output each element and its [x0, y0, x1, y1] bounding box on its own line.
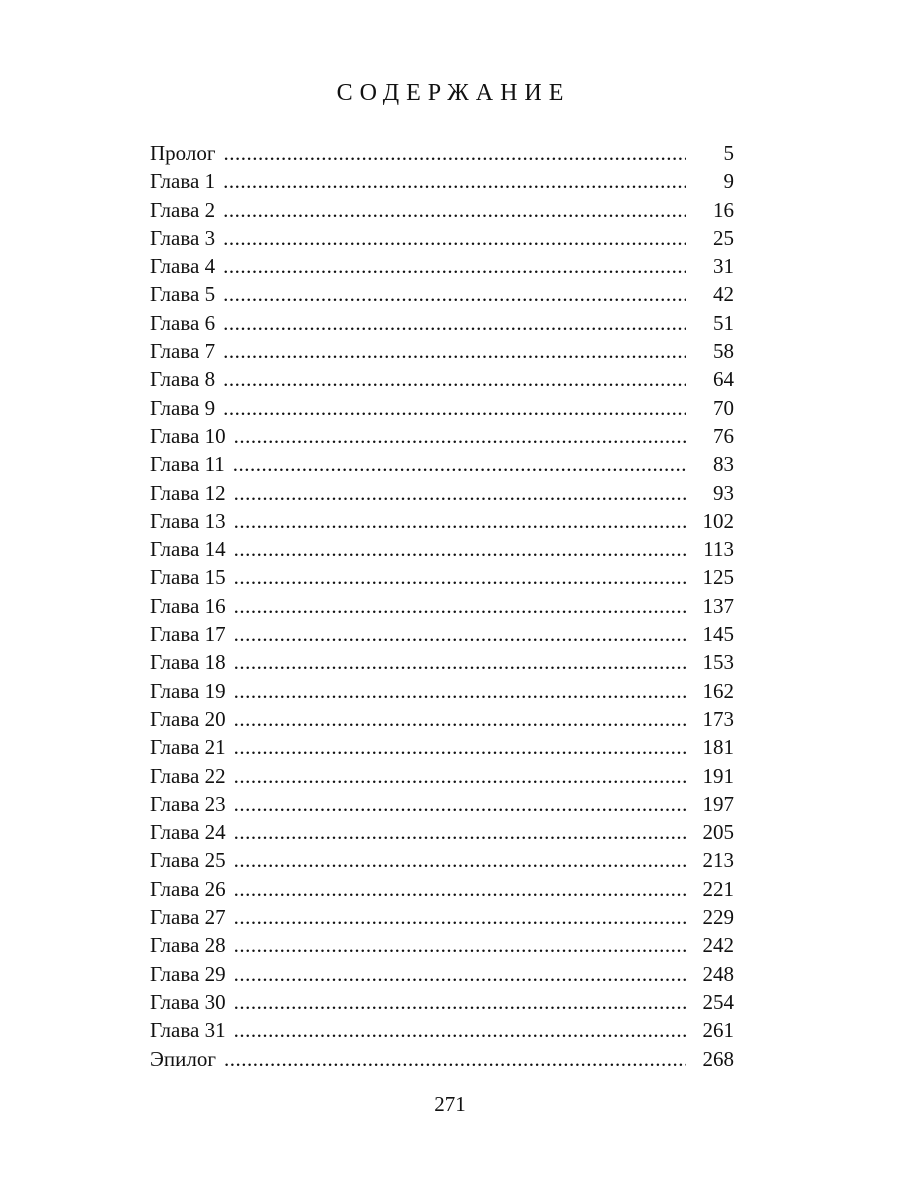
toc-entry	[150, 224, 734, 252]
toc-entry-page: 42	[713, 282, 734, 307]
toc-entry-page: 9	[723, 169, 734, 194]
toc-entry	[150, 309, 734, 337]
toc-entry-page: 268	[702, 1046, 734, 1071]
toc-entry-label: Глава 27	[150, 905, 226, 930]
toc-entry-label: Глава 24	[150, 820, 226, 845]
toc-entry-label: Глава 3	[150, 225, 216, 250]
dot-leader	[223, 280, 686, 308]
dot-leader	[223, 365, 686, 393]
toc-entry-page: 137	[702, 593, 734, 618]
toc-entry	[150, 394, 734, 422]
toc-entry-label: Глава 10	[150, 423, 226, 448]
dot-leader	[234, 507, 686, 535]
dot-leader	[233, 450, 686, 478]
toc-entry-label: Глава 16	[150, 593, 226, 618]
toc-entry-page: 16	[713, 197, 734, 222]
dot-leader	[223, 139, 686, 167]
toc-entry	[150, 846, 734, 874]
toc-entry-label: Глава 5	[150, 282, 216, 307]
toc-entry	[150, 592, 734, 620]
dot-leader	[234, 620, 686, 648]
toc-entry-page: 173	[702, 706, 734, 731]
toc-entry-label: Глава 11	[150, 452, 225, 477]
toc-entry-page: 221	[702, 876, 734, 901]
toc-entry	[150, 677, 734, 705]
toc-entry-page: 70	[713, 395, 734, 420]
toc-entry	[150, 790, 734, 818]
dot-leader	[234, 535, 686, 563]
toc-entry	[150, 1045, 734, 1073]
toc-entry-label: Пролог	[150, 141, 216, 165]
toc-entry-label: Глава 12	[150, 480, 226, 505]
toc-entry	[150, 960, 734, 988]
toc-entry-label: Глава 19	[150, 678, 226, 703]
toc-entry-label: Глава 7	[150, 339, 216, 364]
toc-entry-page: 205	[702, 820, 734, 845]
toc-entry-page: 145	[702, 622, 734, 647]
dot-leader	[234, 846, 686, 874]
dot-leader	[234, 875, 686, 903]
toc-entry	[150, 507, 734, 535]
toc-entry-page: 5	[723, 141, 734, 165]
toc-entry-page: 113	[703, 537, 734, 562]
toc-entry-page: 76	[713, 423, 734, 448]
page-title: СОДЕРЖАНИЕ	[336, 80, 571, 106]
toc-entry	[150, 479, 734, 507]
toc-entry-page: 213	[702, 848, 734, 873]
toc-entry	[150, 450, 734, 478]
dot-leader	[234, 648, 686, 676]
toc-entry-page: 254	[702, 989, 734, 1014]
toc-entry-page: 93	[713, 480, 734, 505]
toc-entry	[150, 563, 734, 591]
toc-entry	[150, 196, 734, 224]
dot-leader	[234, 705, 686, 733]
toc-entry-label: Глава 29	[150, 961, 226, 986]
dot-leader	[223, 224, 686, 252]
dot-leader	[223, 196, 686, 224]
dot-leader	[234, 733, 686, 761]
toc-entry-label: Глава 8	[150, 367, 216, 392]
toc-entry-page: 64	[713, 367, 734, 392]
page-number: 271	[434, 1092, 466, 1116]
toc-entry-label: Глава 18	[150, 650, 226, 675]
toc-entry-page: 181	[702, 735, 734, 760]
toc-entry-page: 162	[702, 678, 734, 703]
toc-entry-label: Глава 15	[150, 565, 226, 590]
dot-leader	[234, 1016, 686, 1044]
toc-entry	[150, 875, 734, 903]
toc-entry	[150, 167, 734, 195]
toc-entry	[150, 648, 734, 676]
toc-entry-label: Глава 25	[150, 848, 226, 873]
toc-entry-page: 153	[702, 650, 734, 675]
dot-leader	[234, 592, 686, 620]
toc-entry	[150, 733, 734, 761]
toc-entry	[150, 252, 734, 280]
toc-entry-label: Глава 31	[150, 1018, 226, 1043]
toc-entry-label: Глава 13	[150, 508, 226, 533]
toc-entry-page: 51	[713, 310, 734, 335]
toc-entry-page: 261	[702, 1018, 734, 1043]
dot-leader	[223, 252, 686, 280]
toc-entry	[150, 705, 734, 733]
toc-entry-label: Глава 9	[150, 395, 216, 420]
dot-leader	[234, 790, 686, 818]
toc-entry	[150, 620, 734, 648]
toc-entry-label: Эпилог	[150, 1046, 216, 1071]
toc-entry-label: Глава 1	[150, 169, 216, 194]
toc-entry-page: 242	[702, 933, 734, 958]
toc-entry-page: 191	[702, 763, 734, 788]
toc-entry-label: Глава 2	[150, 197, 216, 222]
toc-entry	[150, 337, 734, 365]
dot-leader	[223, 394, 686, 422]
toc-entry-label: Глава 23	[150, 791, 226, 816]
table-of-contents	[150, 139, 734, 1073]
toc-entry	[150, 1016, 734, 1044]
toc-entry-label: Глава 30	[150, 989, 226, 1014]
toc-entry	[150, 535, 734, 563]
dot-leader	[234, 960, 686, 988]
toc-entry-label: Глава 28	[150, 933, 226, 958]
dot-leader	[234, 762, 686, 790]
toc-entry-label: Глава 26	[150, 876, 226, 901]
toc-entry-page: 197	[702, 791, 734, 816]
toc-entry-label: Глава 17	[150, 622, 226, 647]
dot-leader	[234, 931, 686, 959]
toc-entry-page: 83	[713, 452, 734, 477]
toc-entry	[150, 931, 734, 959]
toc-entry-label: Глава 20	[150, 706, 226, 731]
dot-leader	[224, 1045, 686, 1073]
toc-entry	[150, 988, 734, 1016]
toc-entry-page: 125	[702, 565, 734, 590]
dot-leader	[223, 309, 686, 337]
toc-entry	[150, 818, 734, 846]
dot-leader	[234, 903, 686, 931]
toc-entry-label: Глава 14	[150, 537, 226, 562]
toc-entry	[150, 903, 734, 931]
toc-entry	[150, 422, 734, 450]
dot-leader	[234, 988, 686, 1016]
toc-entry-page: 58	[713, 339, 734, 364]
toc-entry	[150, 762, 734, 790]
dot-leader	[234, 479, 686, 507]
toc-entry	[150, 280, 734, 308]
toc-entry-label: Глава 6	[150, 310, 216, 335]
toc-entry-label: Глава 22	[150, 763, 226, 788]
toc-entry-page: 248	[702, 961, 734, 986]
dot-leader	[234, 818, 686, 846]
toc-entry-page: 229	[702, 905, 734, 930]
toc-entry-page: 31	[713, 254, 734, 279]
toc-entry	[150, 365, 734, 393]
dot-leader	[223, 337, 686, 365]
toc-entry-page: 102	[702, 508, 734, 533]
dot-leader	[234, 422, 686, 450]
toc-entry	[150, 139, 734, 167]
dot-leader	[234, 677, 686, 705]
dot-leader	[234, 563, 686, 591]
dot-leader	[223, 167, 686, 195]
toc-entry-label: Глава 4	[150, 254, 216, 279]
toc-entry-page: 25	[713, 225, 734, 250]
toc-entry-label: Глава 21	[150, 735, 226, 760]
